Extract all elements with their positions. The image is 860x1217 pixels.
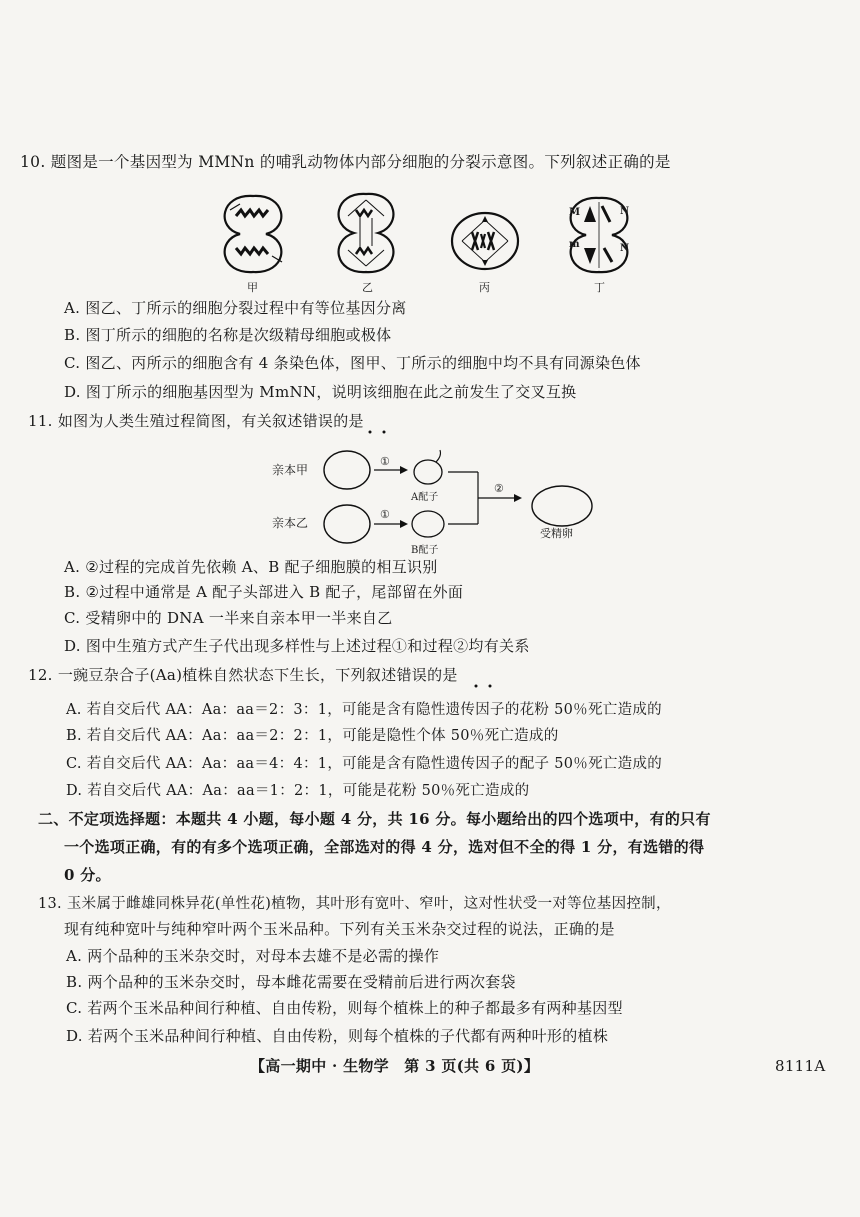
q13-option-b: B. 两个品种的玉米杂交时，母本雌花需要在受精前后进行两次套袋 — [66, 973, 516, 991]
parent-b-label: 亲本乙 — [272, 516, 309, 530]
section2-instruction-line1: 二、不定项选择题：本题共 4 小题，每小题 4 分，共 16 分。每小题给出的四个选项中，有的只有 — [38, 810, 711, 828]
q10-option-c: C. 图乙、丙所示的细胞含有 4 条染色体，图甲、丁所示的细胞中均不具有同源染色体 — [64, 354, 641, 372]
q10-option-b: B. 图丁所示的细胞的名称是次级精母细胞或极体 — [64, 326, 392, 344]
q10-stem: 10. 题图是一个基因型为 MMNn 的哺乳动物体内部分细胞的分裂示意图。下列叙述正确的是 — [20, 153, 671, 171]
cell-ding-gene-n-upper: N — [620, 206, 630, 217]
q13-stem-line1: 13. 玉米属于雌雄同株异花(单性花)植物，其叶形有宽叶、窄叶，这对性状受一对等位基因控制， — [38, 896, 671, 912]
cell-ding-illustration — [560, 192, 638, 278]
q11-emphasis-dots — [360, 428, 410, 436]
q10-option-d: D. 图丁所示的细胞基因型为 MmNN，说明该细胞在此之前发生了交叉互换 — [64, 383, 577, 401]
cell-label-ding: 丁 — [594, 281, 605, 294]
section2-instruction-line3: 0 分。 — [64, 866, 111, 884]
cell-label-jia: 甲 — [247, 281, 258, 294]
zygote-label: 受精卵 — [540, 527, 573, 540]
page-footer-code: 8111A — [775, 1057, 826, 1075]
cell-yi-illustration — [330, 188, 402, 278]
cell-ding-gene-n-lower: N — [620, 243, 630, 254]
cell-ding-gene-m-lower: m — [569, 239, 580, 250]
cell-jia-illustration — [216, 190, 290, 278]
q12-emphasis-dots — [468, 682, 518, 690]
gamete-a-label: A配子 — [411, 492, 439, 503]
q11-stem: 11. 如图为人类生殖过程简图，有关叙述错误的是 — [28, 412, 364, 430]
q11-option-c: C. 受精卵中的 DNA 一半来自亲本甲一半来自乙 — [64, 609, 393, 627]
parent-a-label: 亲本甲 — [272, 463, 309, 477]
q12-option-a: A. 若自交后代 AA：Aa：aa＝2：3：1，可能是含有隐性遗传因子的花粉 50％死亡造成的 — [66, 702, 662, 718]
q12-option-d: D. 若自交后代 AA：Aa：aa＝1：2：1，可能是花粉 50％死亡造成的 — [66, 783, 530, 799]
q11-option-a: A. ②过程的完成首先依赖 A、B 配子细胞膜的相互识别 — [64, 558, 438, 576]
step1-label-bottom: ① — [380, 508, 390, 521]
q12-stem: 12. 一豌豆杂合子(Aa)植株自然状态下生长，下列叙述错误的是 — [28, 666, 458, 684]
q10-option-a: A. 图乙、丁所示的细胞分裂过程中有等位基因分离 — [64, 299, 407, 317]
gamete-b-label: B配子 — [411, 545, 439, 556]
q12-option-b: B. 若自交后代 AA：Aa：aa＝2：2：1，可能是隐性个体 50％死亡造成的 — [66, 728, 559, 744]
cell-ding-gene-m-upper: M — [569, 207, 581, 218]
section2-instruction-line2: 一个选项正确，有的有多个选项正确，全部选对的得 4 分，选对但不全的得 1 分，有选错的得 — [64, 838, 705, 856]
step2-label: ② — [494, 482, 504, 495]
q13-option-d: D. 若两个玉米品种间行种植、自由传粉，则每个植株的子代都有两种叶形的植株 — [66, 1027, 609, 1045]
reproduction-flow-shapes — [318, 446, 648, 564]
page-footer-title: 【高一期中 · 生物学 第 3 页(共 6 页)】 — [250, 1057, 540, 1075]
q12-option-c: C. 若自交后代 AA：Aa：aa＝4：4：1，可能是含有隐性遗传因子的配子 50％死亡造成的 — [66, 756, 663, 772]
q13-stem-line2: 现有纯种宽叶与纯种窄叶两个玉米品种。下列有关玉米杂交过程的说法，正确的是 — [64, 920, 615, 938]
q11-option-d: D. 图中生殖方式产生子代出现多样性与上述过程①和过程②均有关系 — [64, 637, 530, 655]
q11-option-b: B. ②过程中通常是 A 配子头部进入 B 配子，尾部留在外面 — [64, 583, 464, 601]
cell-bing-illustration — [448, 210, 522, 272]
q13-option-a: A. 两个品种的玉米杂交时，对母本去雄不是必需的操作 — [66, 947, 440, 965]
q13-option-c: C. 若两个玉米品种间行种植、自由传粉，则每个植株上的种子都最多有两种基因型 — [66, 999, 623, 1017]
step1-label-top: ① — [380, 455, 390, 468]
cell-label-yi: 乙 — [362, 281, 373, 294]
cell-label-bing: 丙 — [479, 281, 490, 294]
